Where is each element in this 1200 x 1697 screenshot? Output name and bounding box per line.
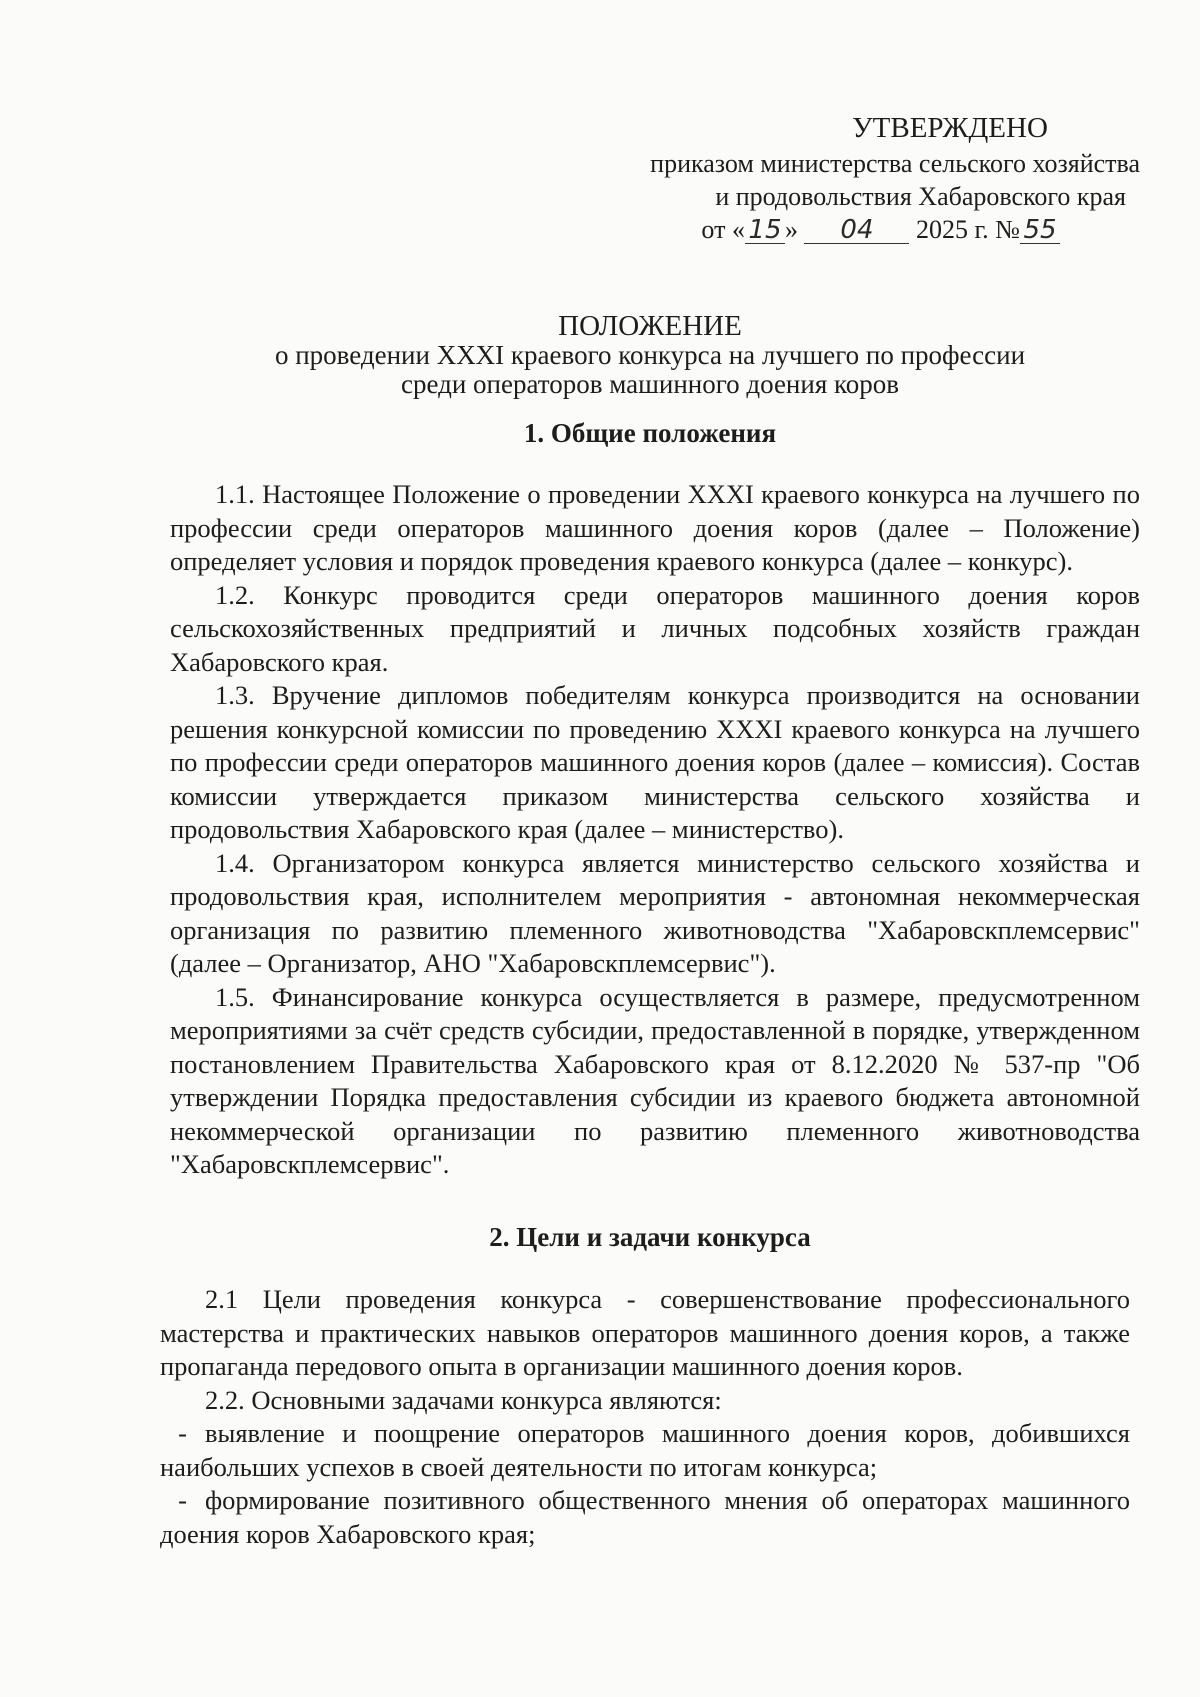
date-month-handwritten: 04 — [804, 217, 909, 244]
date-mid: » — [784, 215, 798, 244]
dash-marker: - — [178, 1418, 187, 1448]
title-line-2: о проведении XXXI краевого конкурса на лучшего по профессии — [274, 340, 1026, 370]
paragraph-1-2: 1.2. Конкурс проводится среди операторов машинного доения коров сельскохозяйственных предприятий и личных подсобных хозяйств граждан Хабаровского края. — [170, 579, 1140, 677]
paragraph-2-2: 2.2. Основными задачами конкурса являются: — [205, 1384, 722, 1415]
document-title — [170, 312, 1130, 399]
section-1-body — [170, 478, 1140, 1182]
list-item — [160, 1484, 1130, 1551]
list-item — [160, 1417, 1130, 1484]
approval-line-2: и продовольствия Хабаровского края — [715, 182, 1126, 211]
approval-line-1: приказом министерства сельского хозяйства — [650, 149, 1140, 178]
section-2-body — [160, 1283, 1130, 1551]
approval-date-line — [620, 213, 1140, 246]
list-item-text-1: выявление и поощрение операторов машинного доения коров, добившихся наибольших успехов в своей деятельности по итогам конкурса; — [160, 1418, 1130, 1482]
title-line-3: среди операторов машинного доения коров — [401, 369, 899, 399]
dash-marker: - — [178, 1485, 187, 1515]
paragraph-1-5: 1.5. Финансирование конкурса осуществляется в размере, предусмотренном мероприятиями за счёт средств субсидии, предоставленной в порядке, утвержденном постановлением Правительства Хабаровского края от 8.12.2020 № 537-пр "Об утверждении Порядка предоставления субсидии из краевого бюджета автономной некоммерческой организации по развитию племенного животноводства "Хабаровскплемсервис". — [170, 981, 1140, 1179]
approved-heading: УТВЕРЖДЕНО — [852, 112, 1048, 144]
section-1-heading: 1. Общие положения — [523, 418, 777, 448]
paragraph-1-3: 1.3. Вручение дипломов победителям конкурса производится на основании решения конкурсной комиссии по проведению XXXI краевого конкурса на лучшего по профессии среди операторов машинного доения коров (далее – комиссия). Состав комиссии утверждается приказом министерства сельского хозяйства и продовольствия Хабаровского края (далее – министерство). — [170, 680, 1140, 844]
paragraph-2-1: 2.1 Цели проведения конкурса - совершенствование профессионального мастерства и практических навыков операторов машинного доения коров, а также пропаганда передового опыта в организации машинного доения коров. — [160, 1284, 1130, 1381]
paragraph-1-4: 1.4. Организатором конкурса является министерство сельского хозяйства и продовольствия края, исполнителем мероприятия - автономная некоммерческая организация по развитию племенного животноводства "Хабаровскплемсервис" (далее – Организатор, АНО "Хабаровскплемсервис"). — [170, 847, 1140, 978]
date-day-handwritten: 15 — [745, 217, 785, 244]
date-year: 2025 г. № — [915, 215, 1020, 244]
title-line-1: ПОЛОЖЕНИЕ — [558, 310, 742, 342]
order-number-handwritten: 55 — [1020, 217, 1060, 244]
paragraph-1-1: 1.1. Настоящее Положение о проведении XXXI краевого конкурса на лучшего по профессии среди операторов машинного доения коров (далее – Положение) определяет условия и порядок проведения краевого конкурса (далее – конкурс). — [170, 479, 1140, 576]
section-2-heading: 2. Цели и задачи конкурса — [489, 1222, 811, 1252]
date-prefix: от « — [701, 215, 745, 244]
approval-stamp — [620, 112, 1140, 246]
list-item-text-2: формирование позитивного общественного мнения об операторах машинного доения коров Хабаровского края; — [160, 1485, 1130, 1549]
